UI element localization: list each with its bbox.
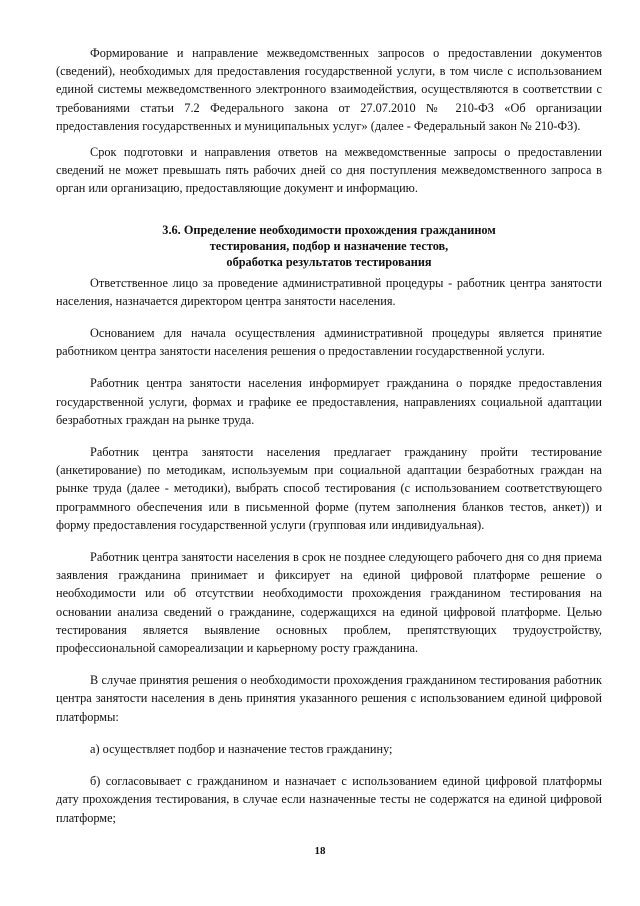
paragraph-informing: Работник центра занятости населения информирует гражданина о порядке предоставления государственной услуги, формах и графике ее предоставления, направлениях социальной адаптации безработных граждан на рынке труда. [56, 376, 602, 427]
page-number: 18 [314, 845, 326, 857]
paragraph-response-deadline: Срок подготовки и направления ответов на межведомственные запросы о предоставлении сведений не может превышать пять рабочих дней со дня поступления межведомственного запроса в орган или организацию, предоставляющие документ и информацию. [56, 145, 602, 196]
paragraph-testing-required: В случае принятия решения о необходимости прохождения гражданином тестирования работник центра занятости населения в день принятия указанного решения с использованием единой цифровой платформы: [56, 673, 602, 724]
paragraph-testing-offer: Работник центра занятости населения предлагает гражданину пройти тестирование (анкетирование) по методикам, используемым при социальной адаптации безработных граждан на рынке труда (далее - методики), выбрать способ тестирования (с использованием соответствующего программного обеспечения или в письменной форме (путем заполнения бланков тестов, анкет)) и форму предоставления государственной услуги (групповая или индивидуальная). [56, 445, 602, 532]
section-heading-line-1: 3.6. Определение необходимости прохождения гражданином [162, 222, 496, 237]
section-heading-line-3: обработка результатов тестирования [226, 254, 432, 269]
section-heading [56, 222, 602, 270]
paragraph-interagency-requests: Формирование и направление межведомственных запросов о предоставлении документов (сведений), необходимых для предоставления государственной услуги, в том числе с использованием единой системы межведомственного электронного взаимодействия, осуществляются в соответствии с требованиями статьи 7.2 Федерального закона от 27.07.2010 № 210-ФЗ «Об организации предоставления государственных и муниципальных услуг» (далее - Федеральный закон № 210-ФЗ). [56, 46, 602, 133]
paragraph-procedure-basis: Основанием для начала осуществления административной процедуры является принятие работником центра занятости населения решения о предоставлении государственной услуги. [56, 326, 602, 359]
document-page [56, 44, 602, 864]
paragraph-responsible-person: Ответственное лицо за проведение административной процедуры - работник центра занятости населения, назначается директором центра занятости населения. [56, 275, 602, 308]
list-item-a: а) осуществляет подбор и назначение тестов гражданину; [90, 741, 393, 756]
section-heading-line-2: тестирования, подбор и назначение тестов, [209, 238, 449, 253]
paragraph-testing-decision: Работник центра занятости населения в срок не позднее следующего рабочего дня со дня приема заявления гражданина принимает и фиксирует на единой цифровой платформе решение о необходимости или об отсутствии необходимости прохождения гражданином тестирования на основании анализа сведений о гражданине, содержащихся на единой цифровой платформе. Целью тестирования является выявление основных проблем, препятствующих трудоустройству, профессиональной самореализации и карьерному росту гражданина. [56, 550, 602, 656]
list-item-b: б) согласовывает с гражданином и назначает с использованием единой цифровой платформы дату прохождения тестирования, в случае если назначенные тесты не содержатся на единой цифровой платформе; [56, 774, 602, 825]
